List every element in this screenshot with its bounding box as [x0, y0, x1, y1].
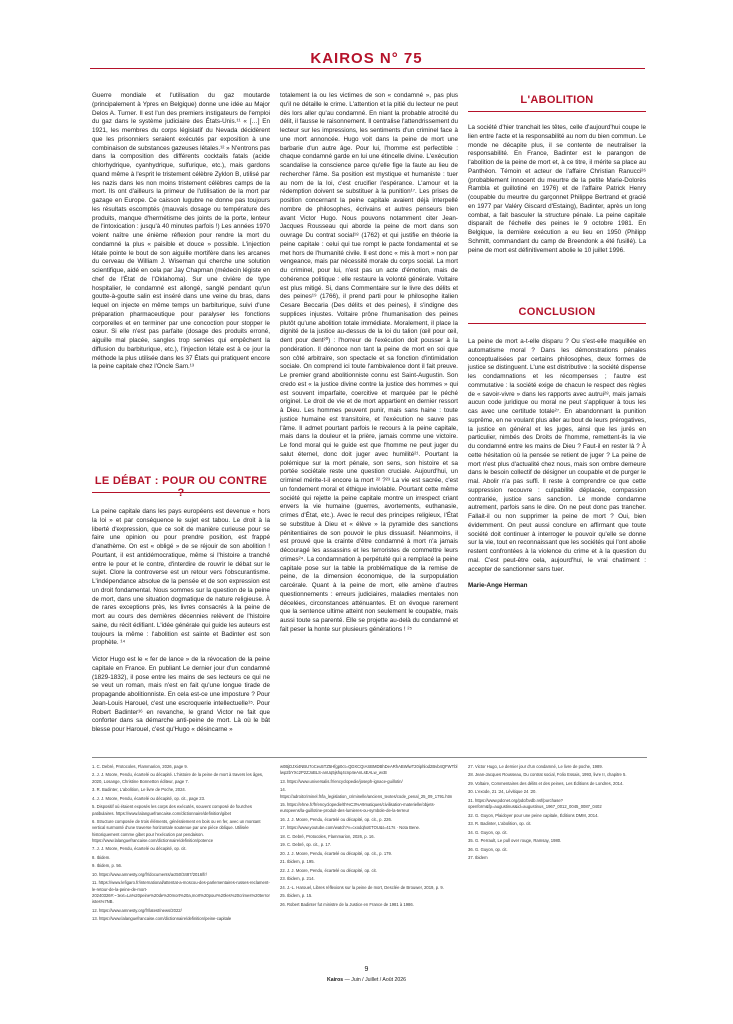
issue-title: KAIROS N° 75 [298, 50, 434, 67]
footnote: 20. J. J. Moore, Pendu, écartelé ou décapité, op. cit., p. 179. [280, 850, 392, 856]
footnote: 3. R. Badinter, L'abolition, Le livre de Poche, 2024. [92, 787, 186, 793]
footnote: 18. C. Debré, Protocoles, Flammarion, 2026, p. 16. [280, 833, 375, 839]
footnote: 16. J. J. Moore, Pendu, écartelé ou décapité, op. cit., p. 226. [280, 816, 392, 822]
footnote: 24. J.-L. Harouel, Libres réflexions sur la peine de mort, Desclée de Brouwer, 2019, p. 9. [280, 884, 444, 890]
footnote: 15. https://ehne.fr/fr/encyclopedie/th%C3%A9matiques/civilisation-materielle/objets-europeens/la-guillotine-produit-des-lumieres-ou-symbole-de-la-terreur [280, 802, 436, 814]
page-number: 9 [364, 966, 369, 973]
column-3-abolition [468, 124, 646, 255]
footnote: 35. G. Perrault, Le pull over rouge, Ramsay, 1980. [468, 838, 562, 844]
footnote: 12. https://www.amnesty.org/fr/latest/news/2022/ [92, 907, 182, 913]
footnote: 4. J. J. Moore, Pendu, écartelé ou décapité, op. cit., page 23. [92, 795, 206, 801]
footnote: 22. J. J. Moore, Pendu, écartelé ou décapité, op. cit. [280, 867, 377, 873]
author-signature: Marie-Ange Herman [468, 582, 528, 590]
footnote: 19. C. Debré, op. cit., p. 17. [280, 842, 332, 848]
footnote: 17. https://www.youtube.com/watch?v=cxodqhoETOU&t=417s · Nota Bene. [280, 825, 421, 831]
footnote: 6. Structure composée de trois éléments, généralement en bois ou en fer, avec un montant vertical surmonté d'une traverse horizontale soutenue par une pièce oblique. Utilisée historiquement comme gibet pour l'exécution par pendaison. https://www.lalanguefrancaise.com/dictionnaire/definition/potence [92, 819, 261, 843]
footnote: 13. https://www.lalanguefrancaise.com/dictionnaire/definition/peine-capitale [92, 916, 232, 922]
footnote: 34. G. Guyon, op. cit. [468, 829, 508, 835]
footnote: 28. Jean-Jacques Rousseau, Du contrat social, Folio Essais, 1993, livre II, chapitre 5. [468, 772, 627, 778]
footnotes-rule [92, 757, 647, 758]
section-title-conclusion: CONCLUSION [518, 306, 596, 318]
footnotes-column-2 [280, 764, 458, 910]
header-rule [90, 68, 645, 69]
masthead [0, 50, 733, 68]
section-rule [468, 111, 646, 112]
paragraph: totalement la ou les victimes de son « condamné », pas plus qu'il ne détaille le crime. L'attention et la pitié du lecteur ne peut dès lors aller qu'au condamné. En niant la probable atrocité du délit, il fausse le raisonnement. Il centralise l'attendrissement du lecteur sur les impressions, les sentiments d'un criminel face à une mort annoncée. Hugo voit dans la peine de mort une barbarie d'un autre âge. Pour lui, l'homme est perfectible : chaque condamné garde en lui une étincelle divine. L'exécution scandalise la conscience parce qu'elle fige la faute au lieu de rechercher l'âme. Sa position est mystique et humaniste : tuer au nom de la loi, c'est crucifier l'espérance. L'amour et la rédemption doivent se substituer à la punition¹⁷. Les prises de position concernant la peine capitale avaient déjà interpellé nombre de philosophes, écrivains et autres penseurs bien avant Victor Hugo. Nous pouvons notamment citer Jean-Jacques Rousseau qui aborde la peine de mort dans son ouvrage Du contrat social¹⁸ (1762) et qui justifie en théorie la peine capitale : celui qui tue rompt le pacte fondamental et se met hors de l'humanité civile. Il est donc « mis à mort » non par vengeance, mais par nécessité morale du corps social. La mort du criminel, pour lui, n'est pas un acte d'émotion, mais de cohérence politique : elle restaure la volonté générale. Voltaire est plus mitigé. Si, dans Commentaire sur le livre des délits et des peines¹⁹ (1766), il prend parti pour le philosophe italien Cesare Beccaria (Des délits et des peines), il s'indigne des supplices injustes. Voltaire prône l'humanisation des peines plutôt qu'une abolition totale immédiate. Moralement, il place la dignité de la justice au-dessus de la loi du talion (œil pour œil, dent pour dent²⁰) : l'horreur de l'exécution doit pousser à la pondération. Il dénonce non tant la peine de mort en soi que son côté arbitraire, son spectacle et sa fonction d'intimidation sociale. On comprend ici toute l'ambivalence dont il fait preuve. Le premier grand abolitionniste connu est Saint-Augustin. Son credo est « la justice divine contre la justice des hommes » qui est souvent imparfaite, coercitive et marquée par le péché originel. Le droit de vie et de mort appartient en dernier ressort à Dieu. Les hommes peuvent punir, mais sans haine : toute justice humaine est transitoire, et l'exécution ne sauve pas l'âme. Il admet pourtant parfois le recours à la peine capitale, mais dans la douleur et la prière, jamais comme une victoire. Le fond moral qui le guide est que l'homme ne peut juger du salut éternel, donc doit juger avec humilité²¹. Pourtant la polémique sur la mort pénale, son sens, son histoire et sa portée sociétale reste une question cruciale. Aujourd'hui, un criminel mérite-t-il encore la mort ²² ?²³ La vie est sacrée, c'est un fondement moral et éthique inviolable. Pourtant cette même société qui rejette la peine capitale montre un irrespect criant envers la vie humaine (guerres, avortements, euthanasie, crimes d'État, etc.). Avec le recul des principes religieux, l'État se substitue à Dieu et « élève » la pyramide des sanctions pénitentiaires de son pouvoir le plus dissuasif. Néanmoins, il est prouvé que la crainte d'être condamné à mort n'a jamais découragé les assassins et les terroristes de commettre leurs crimes²⁴. La condamnation à perpétuité qui a remplacé la peine capitale pose sur la table la problématique de la remise de peine, de la dimension économique, de la surpopulation carcérale. Quant à la peine de mort, elle amène d'autres questionnements : erreurs judiciaires, maladies mentales non décelées, circonstances atténuantes. Et on évoque rarement que la sentence ultime atteint non seulement le coupable, mais aussi toute sa parenté. Elle se projette au-delà du condamné et fait peser la honte sur plusieurs générations ! ²⁵ [280, 92, 458, 633]
footnote: 13. https://www.universalis.fr/encyclopedie/joseph-ignace-guillotin/ [280, 778, 403, 784]
page-footer [0, 977, 733, 983]
footnote: 9. Ibidem, p. 56. [92, 863, 123, 869]
paragraph: La peine de mort a-t-elle disparu ? Ou s'est-elle maquillée en automatisme moral ? Dans les démonstrations pénales conceptualisées par certains philosophes, deux formes de justice se distinguent. L'une est distributive : la société dispense les condamnations et les récompenses ; l'autre est commutative : la société exige de chacun le respect des règles de « savoir-vivre » dans les rapports avec autrui²⁸, mais jamais aucun code juridique ou moral ne peut s'appliquer à tous les cas avec une certitude totale²⁷. En abandonnant la punition suprême, en ne voulant plus aller au bout de leurs prérogatives, la justice en général et les juges, ainsi que les jurés en particulier, nimbés des Droits de l'homme, remettent-ils la vie du condamné entre les mains de Dieu ? Faut-il en rester là ? À cette hésitation où la pensée se retient de juger ? La peine de mort n'est plus d'actualité chez nous, mais son ombre demeure dans le besoin collectif de désigner un coupable et de purger le mal. Abolir n'a pas suffi. Il reste à comprendre ce que cette suppression recouvre : culpabilité déplacée, compassion contrariée, justice sans sanction. Le monde condamne autrement, parfois sans le dire. On ne peut donc pas trancher. Fallait-il ou non supprimer la peine de mort ? Oui, bien évidemment. On peut aussi conclure en affirmant que toute société doit continuer à interroger le pouvoir qu'elle se donne sur la vie, tout en reconnaissant que les sociétés qui l'ont abolie restent confrontées à la violence du crime et à la question du mal. C'est peut-être cela, aujourd'hui, le vrai chatiment : accepter de sanctionner sans tuer. [468, 338, 646, 573]
section-rule [468, 323, 646, 324]
footnote: 36. G. Guyon, op. cit. [468, 846, 508, 852]
footnotes-column-1 [92, 764, 270, 925]
issue-dates: — Juin / Juillet / Août 2026 [344, 977, 407, 983]
footnote: 5. Dispositif où étaient exposés les corps des exécutés, souvent composé de fourches patibulaires. https://www.lalanguefrancaise.com/dictionnaire/definition/gibet [92, 804, 252, 816]
column-1-bottom [92, 508, 270, 735]
footnote: 14. https://adroitcriminel.fr/la_legislation_criminelle/anciens_textes/code_penal_25_09_1791.htm [280, 787, 453, 799]
footnote: 26. Robert Badinter fut ministre de la Justice en France de 1981 à 1986. [280, 901, 414, 907]
footnote: 27. Victor Hugo, Le dernier jour d'un condamné, Le livre de poche, 1989. [468, 764, 603, 769]
footnote: 11. https://www.lefigaro.fr/international/attentat-a-moscou-des-parlementaires-russes-reclament-le-retour-de-la-peine-de-mort-20240326#:~:text=La%20peine%20de%20mort%20a,mort%20pour%20les%20crimes%20terroristes%7NB. [92, 880, 270, 905]
footnote: 10. https://www.amnesty.org/fr/documents/act50/3487/2016/fr/ [92, 871, 207, 877]
footnote: 23. Ibidem, p. 214. [280, 876, 315, 882]
paragraph: Victor Hugo est le « fer de lance » de la révocation de la peine capitale en France. En publiant Le dernier jour d'un condamné (1829-1832), il pose entre les mains de ses lecteurs ce qui ne se veut un roman, mais n'est en fait qu'une longue tirade de propagande abolitionniste. En cela est-ce une imposture ? Pour Jean-Louis Harouel, c'est une escroquerie intellectuelle¹⁵. Pour Robert Badinter¹⁶ en revanche, le grand Victor ne fait que conforter dans sa démarche anti-peine de mort. Là où le bât blesse pour Harouel, c'est qu'Hugo « désincarne » [92, 656, 270, 733]
footnote: 30. L'exode, 21 :24, Lévitique 24 :20. [468, 789, 537, 795]
magazine-name: Kairos [326, 977, 344, 983]
section-rule [92, 492, 270, 493]
section-title-debat: LE DÉBAT : POUR OU CONTRE ? [94, 475, 268, 499]
paragraph: La société d'hier tranchait les têtes, celle d'aujourd'hui coupe le lien entre l'acte et la responsabilité au nom du bien commun. Le monde ne décapite plus, il se contente de neutraliser la responsabilité. En France, Badinter est le parangon de l'abolition de la peine de mort et, à ce titre, il mérite sa place au Panthéon. Témoin et acteur de l'affaire Christian Ranucci²⁶ (probablement innocent du meurtre de la petite Marie-Dolorès Rambla et guillotiné en 1976) et de l'affaire Patrick Henry (coupable du meurtre du garçonnet Philippe Bertrand et gracié en 1977 par Valéry Giscard d'Estaing), Badinter, après un long combat, a fait basculer la structure pénale. La peine capitale disparaît de l'échelle des peines le 9 octobre 1981. En Belgique, la dernière exécution a eu lieu en 1950 (Philipp Schmitt, commandant du camp de Breendonk a été fusillé). La peine de mort est définitivement abolie le 10 juillet 1996. [468, 124, 646, 254]
footnotes-column-3 [468, 764, 646, 864]
column-1-top [92, 92, 270, 372]
footnote: 1. C. Debré, Protocoles, Flammarion, 2026, page 9. [92, 764, 188, 769]
footnote: 33. R. Badinter, L'abolition, op. cit. [468, 821, 532, 827]
section-title-abolition: L'ABOLITION [520, 94, 594, 106]
footnote: 25. Ibidem, p. 15. [280, 893, 313, 899]
column-2 [280, 92, 458, 635]
footnote: 31. https://www.pdcnet.org/pdc/bvdb.nsf/purchase?openform&fp=augustinus&id=augustinus_1967_0012_0045_0087_0402 [468, 797, 602, 810]
column-3-conclusion [468, 338, 646, 591]
footnote: 8. Ibidem. [92, 854, 111, 860]
paragraph: La peine capitale dans les pays européens est devenue « hors la loi » et par conséquence le sujet est tabou. Le droit à la liberté d'expression, que ce soit de manière curieuse pour se faire une opinion ou pour prendre position, est frappé d'anathème. On est « obligé » de se réjouir de son abolition ! Pourtant, il est antidémocratique, même si l'histoire a tranché entre le pour et le contre, d'interdire de rouvrir le débat sur le sujet. Clore la controverse est un retour vers l'obscurantisme. L'indépendance absolue de la pensée et de son expression est un droit fondamental. Nous sommes sur la question de la peine de mort, dans une situation dogmatique de nature religieuse. À de rares exceptions près, les livres consacrés à la peine de mort au cours des dernières décennies relèvent de l'histoire saine, du récit édifiant. L'idée générale qui guide les auteurs est toujours la même : l'abolition est sainte et Badinter est son prophète. ¹⁴ [92, 508, 270, 647]
footnote: 2. J. J. Moore, Pendu, écartelé ou décapité. L'histoire de la peine de mort à travers les âges, 2020, Losange, Christine Bonnetton éditeur, page 7. [92, 772, 264, 784]
footnote: 37. Ibidem [468, 855, 488, 861]
footnote: 32. G. Guyon, Plaidoyer pour une peine capitale, Éditions DMM, 2014. [468, 812, 599, 818]
paragraph: Guerre mondiale et l'utilisation du gaz moutarde (principalement à Ypres en Belgique) donne une idée au Major Delos A. Turner. Il est l'un des premiers instigateurs de l'emploi du gaz dans le système judiciaire des États-Unis.¹¹ « […] En 1921, les membres du corps législatif du Nevada décidèrent que les prisonniers seraient exécutés par exposition à une combinaison de substances gazeuses létales.¹² » N'entrons pas dans la composition des différents cocktails fatals (acide chlorhydrique, cyanhydrique, sulfurique, etc.), mais gardons quand même à l'esprit le tristement célèbre Zyklon B, utilisé par les nazis dans les non moins tristement célèbres camps de la mort. Ils ont d'ailleurs la primeur de l'utilisation de la mort par gazage en Europe. Ce caisson lugubre ne donne pas toujours les résultats escomptés (mauvais dosage ou température des produits, manque d'hermétisme des joints de la porte, lenteur de l'intoxication : jusqu'à 40 minutes parfois !) Les années 1970 voient naître une énième réflexion pour rendre la mort du condamné la plus « paisible et douce » possible. L'injection létale pointe le bout de son aiguille mortifère dans les arcanes du cerveau de William J. Wiseman qui cherche une solution scientifique, aidé en cela par Jay Chapman (médecin légiste en chef de l'État de l'Oklahoma). Sur une civière de type hospitalier, le condamné est allongé, sanglé pendant qu'un goutte-à-goutte salin est inséré dans une veine du bras, dans lequel on injecte en même temps un barbiturique, suivi d'une préparation pharmaceutique pour paralyser les fonctions corporelles et en terminer par une concoction pour stopper le cœur. Si elle n'est pas parfaite (dosage des produits erroné, aiguille mal placée, sangles trop serrées qui empêchent la diffusion du barbiturique, etc.), l'injection létale est à ce jour la méthode la plus utilisée dans les 37 États qui pratiquent encore la peine capitale chez l'Oncle Sam.¹³ [92, 92, 270, 371]
footnote: 21. Ibidem, p. 195. [280, 859, 315, 865]
footnote: 7. J. J. Moore, Pendu, écartelé ou décapité, op. cit. [92, 846, 187, 852]
footnote: w0BjDJXi4NBU7oCeu5TZ5Hfgp0ct=QDXCQIASBMDBhDeARhABWlwT20iphlod2Bvb4QFWTbllwp2bYXc2P2ZJoBLS-anUq5jshq4cnp4eAnLsEALw_wcB [280, 764, 458, 776]
footnote: 29. Voltaire, Commentaires des délits et des peines, Les Éditions de Londres, 2014. [468, 780, 624, 786]
